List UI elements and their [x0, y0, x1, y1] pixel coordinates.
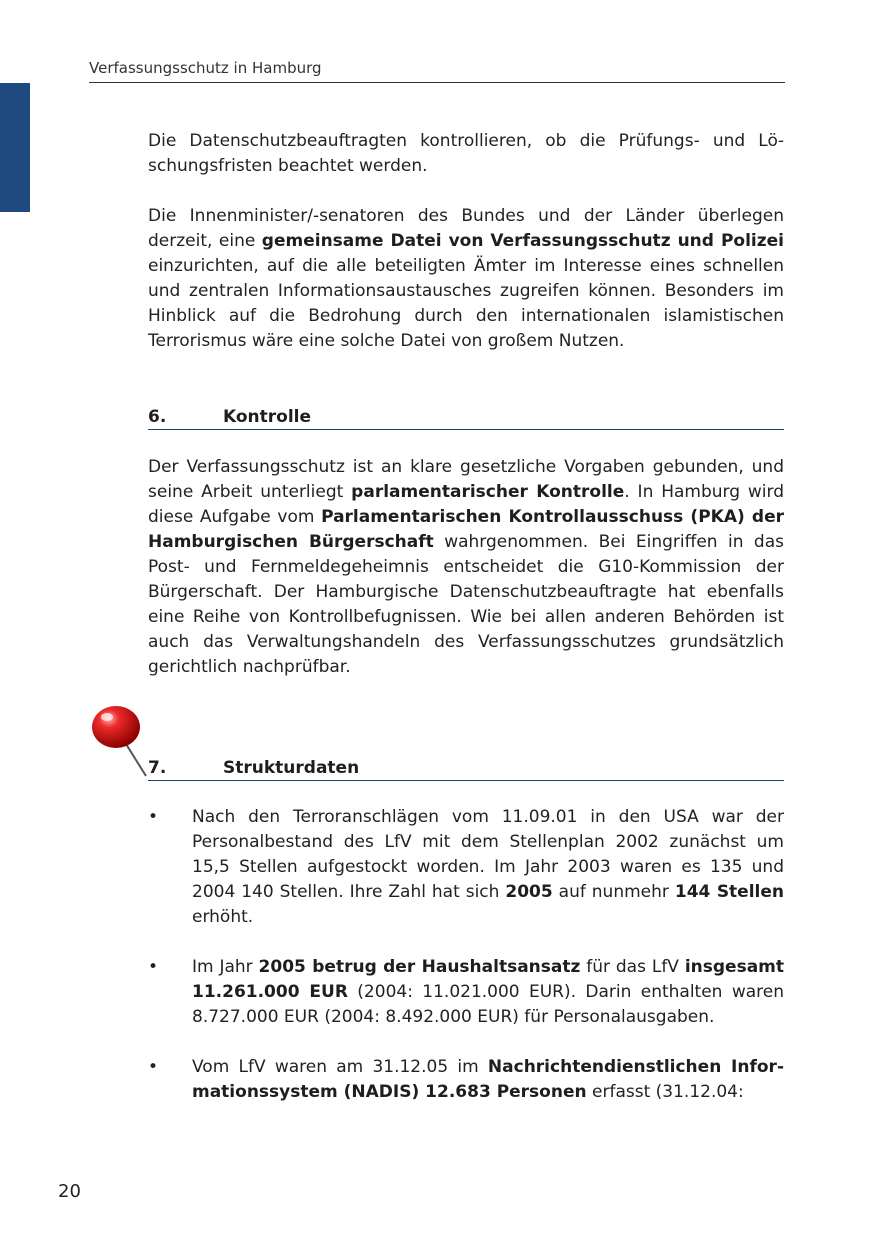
section-number: 7. [148, 758, 167, 778]
pushpin-icon [86, 700, 150, 782]
bullet-marker: • [148, 807, 159, 827]
list-item: • Nach den Terroranschlägen vom 11.09.01 in den USA war der Personalbestand des LfV mit dem Stellenplan 2002 zunächst um 15,5 Stellen aufgestockt worden. Im Jahr 2003 waren es 135 und 2004 140 Stellen. Ihre Zahl hat sich 2005 auf nunmehr 144 Stellen erhöht. [148, 807, 784, 927]
list-item: • Im Jahr 2005 betrug der Haushaltsansatz für das LfV insgesamt 11.261.000 EUR (2004: 11.021.000 EUR). Darin enthalten waren 8.727.000 EUR (2004: 8.492.000 EUR) für Personalausgaben. [148, 957, 785, 1027]
bullet-marker: • [148, 1057, 159, 1077]
list-item: • Vom LfV waren am 31.12.05 im Nachrichtendienstlichen Informationssystem (NADIS) 12.683 Personen erfasst (31.12.04: [148, 1057, 784, 1102]
page-number: 20 [58, 1181, 81, 1202]
section-number: 6. [148, 407, 167, 427]
header-rule [89, 82, 785, 83]
main-content [148, 129, 784, 1105]
section-title: Kontrolle [223, 407, 312, 427]
section-heading-6 [148, 406, 784, 430]
chapter-tab [0, 83, 30, 212]
intro-paragraph-2: Die Innenminister/-senatoren des Bundes und der Länder überlegen derzeit, eine gemeinsame Datei von Verfassungsschutz und Polizei einzurichten, auf die alle beteiligten Ämter im Interesse eines schnellen und zentralen Informationsaustausches zugreifen können. Besonders im Hinblick auf die Bedrohung durch den internationalen islamistischen Terrorismus wäre eine solche Datei von großem Nutzen. [148, 206, 784, 351]
section-title: Strukturdaten [223, 758, 360, 778]
running-header: Verfassungsschutz in Hamburg [89, 59, 322, 77]
bullet-list [148, 805, 784, 1105]
section-6-paragraph: Der Verfassungsschutz ist an klare gesetzliche Vorgaben gebunden, und seine Arbeit unterliegt parlamentarischer Kontrolle. In Hamburg wird diese Aufgabe vom Parlamentarischen Kontrollausschuss (PKA) der Hamburgischen Bürgerschaft wahrgenommen. Bei Eingriffen in das Post- und Fernmeldegeheimnis entscheidet die G10-Kommission der Bürgerschaft. Der Hamburgische Datenschutzbeauftragte hat ebenfalls eine Reihe von Kontrollbefugnissen. Wie bei allen anderen Behörden ist auch das Verwaltungshandeln des Verfassungsschutzes grundsätzlich gerichtlich nachprüfbar. [148, 457, 785, 677]
intro-paragraph-1: Die Datenschutzbeauftragten kontrollieren, ob die Prüfungs- und Löschungsfristen beachtet werden. [148, 131, 784, 176]
bullet-marker: • [148, 957, 159, 977]
section-heading-7 [148, 757, 784, 781]
